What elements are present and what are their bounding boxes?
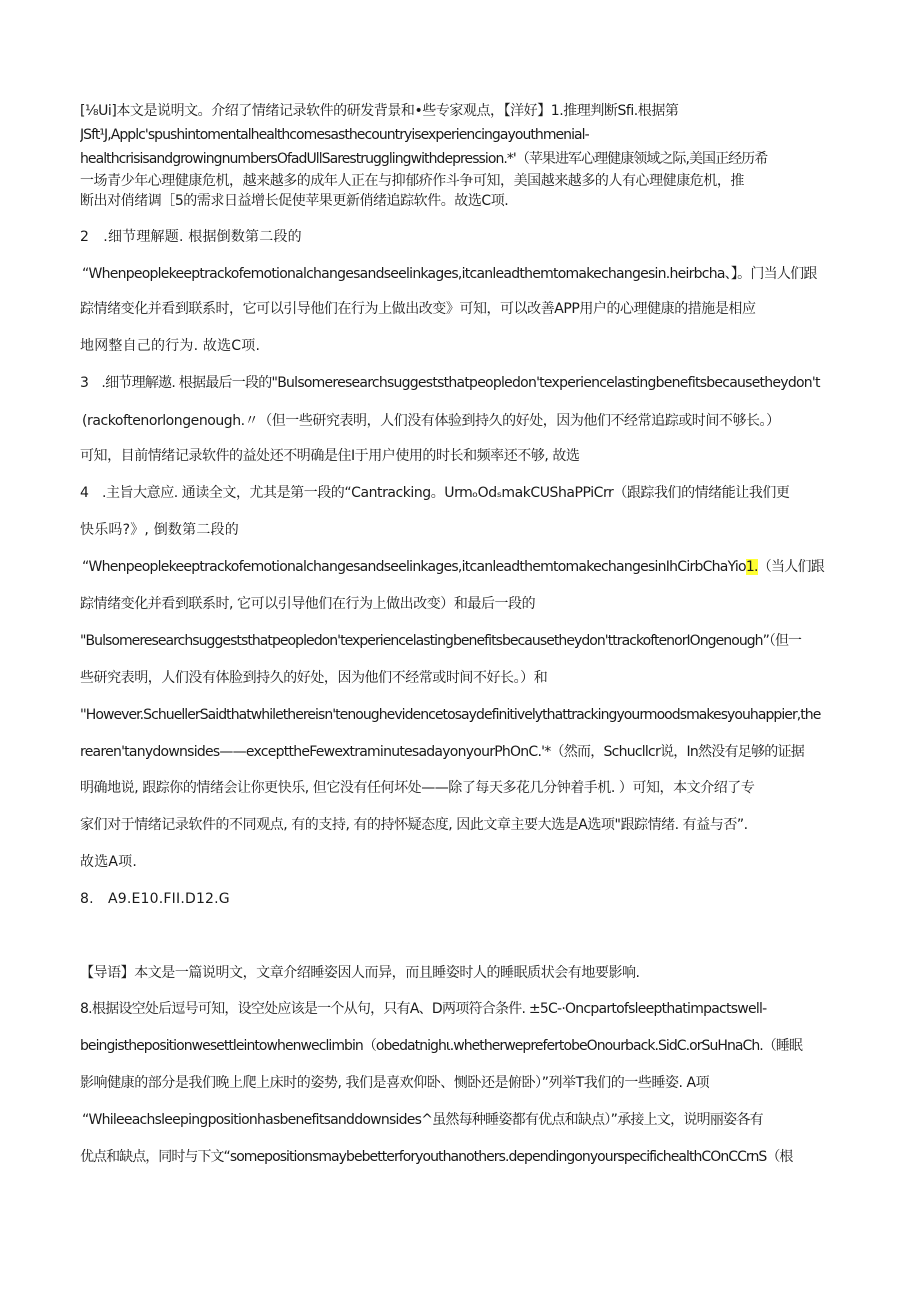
text-line: JSft¹J,Applc'spushintomentalhealthcomesasthecountryisexperiencingayouthmenial- xyxy=(80,127,589,143)
text-line: 断出对俏绪调［5的需求日益增长促使苹果更新俏绪追踪软件。故选C项. xyxy=(80,193,509,209)
text-line: "Bulsomeresearchsuggeststhatpeopledon'texperiencelastingbenefitsbecausetheydon'ttrackoftenorIOngenough”（但一 xyxy=(80,633,802,649)
text-line: 【导语】本文是一篇说明文，文章介绍睡姿因人而异，而且睡姿时人的睡眠质状会有地要影响. xyxy=(80,965,640,981)
highlight-mark: 1. xyxy=(745,559,758,575)
text-line: ''However.SchuellerSaidthatwhilethereisn'tenoughevidencetosaydefinitivelythattrackingyourmoodsmakesyouhappier,the xyxy=(80,707,821,723)
text-line: healthcrisisandgrowingnumbersOfadUllSarestrugglingwithdepression.*'（苹果进军心理健康领域之际,美国正经历希 xyxy=(80,151,768,167)
text-line: 些研究表明，人们没有体脸到持久的好处，因为他们不经常或时间不好长。）和 xyxy=(80,670,548,686)
text-line: 可知，目前情绪记录软件的益处还不明确是住I于用户使用的时长和频率还不够, 故选 xyxy=(80,448,580,464)
text-line: “Whileeachsleepingpositionhasbenefitsanddownsides^虽然每种睡姿都有优点和缺点）”承接上文，说明丽姿各有 xyxy=(82,1112,763,1128)
text-line: 踪情绪变化并看到联系时，它可以引导他们在行为上做出改变》可知，可以改善APP用户的心理健康的措施是相应 xyxy=(80,301,756,317)
text-line: “Whenpeoplekeeptrackofemotionalchangesandseelinkages,itcanleadthemtomakechangesin.heirbcha、】。门当人们跟 xyxy=(82,266,817,282)
text-line: rearen'tanydownsides——excepttheFewextraminutesadayonyourPhOnC.'*（然而，Schucllcr说，In然没有足够的证据 xyxy=(80,744,805,760)
highlighted-text-line xyxy=(82,556,852,578)
text-line: 3 .细节理解遨. 根据最后一段的"Bulsomeresearchsuggeststhatpeopledon'texperiencelastingbenefitsbecausetheydon't xyxy=(80,375,820,391)
text-segment: （当人们跟 xyxy=(757,559,824,575)
text-line: [⅛Ui]本文是说明文。介绍了情绪记录软件的研发背景和•些专家观点，【洋好】1.推理判断Sfi.根据第 xyxy=(80,103,679,119)
text-line: 快乐吗?》, 倒数第二段的 xyxy=(80,522,239,538)
answer-line: 8. A9.E10.FII.D12.G xyxy=(80,891,230,907)
text-line: 2 .细节理解题. 根据倒数第二段的 xyxy=(80,229,302,245)
text-line: beingisthepositionwesettleintowhenweclimbin（obedatnighι.whetherweprefertobeOnourback.SidC.orSuHnaCh.（睡眠 xyxy=(80,1038,802,1054)
text-line: (rackoftenorlongenough.〃（但一些研究表明，人们没有体验到持久的好处，因为他们不经常追踪或时间不够长。） xyxy=(82,413,780,429)
text-line: 地网整自己的行为. 故选C项. xyxy=(80,338,261,354)
text-line: 4 .主旨大意应. 通读全文，尤其是第一段的“Cantracking。UrmₒOdₛmakCUShaPPiCrr（跟踪我们的情绪能让我们更 xyxy=(80,485,790,501)
text-line: 故选A项. xyxy=(80,854,138,870)
text-line: 一场青少年心理健康危机，越来越多的成年人正在与抑郁疥作斗争可知，美国越来越多的人有心理健康危机，推 xyxy=(80,173,744,189)
text-line: 影响健康的部分是我们晚上爬上床时的姿势, 我们是喜欢仰卧、恻卧还是俯卧）”列举T我们的一些睡姿. A项 xyxy=(80,1075,710,1091)
text-segment: “Whenpeoplekeeptrackofemotionalchangesandseelinkages,itcanleadthemtomakechangesinIhCirbChaYio xyxy=(82,559,746,575)
text-line: 家们对于情绪记录软件的不同观点, 有的支持, 有的持怀疑态度, 因此文章主要大选是A选项"跟踪情绪. 有益与否”. xyxy=(80,817,748,833)
text-line: 踪情绪变化并看到联系时, 它可以引导他们在行为上做出改变）和最后一段的 xyxy=(80,596,536,612)
text-line: 明确地说, 跟踪你的情绪会让你更快乐, 但它没有任何坏处——除了每天多花几分钟着手机. ）可知，本文介绍了专 xyxy=(80,780,755,796)
text-line: 优点和缺点，同时与下文“somepositionsmaybebetterforyouthanothers.dependingonyourspecifichealthCOnCCrnS（根 xyxy=(80,1149,793,1165)
text-line: 8.根据设空处后逗号可知，设空处应该是一个从句，只有A、D两项符合条件. ±5C-·Oncpartofsleepthatimpactswell- xyxy=(80,1001,767,1017)
